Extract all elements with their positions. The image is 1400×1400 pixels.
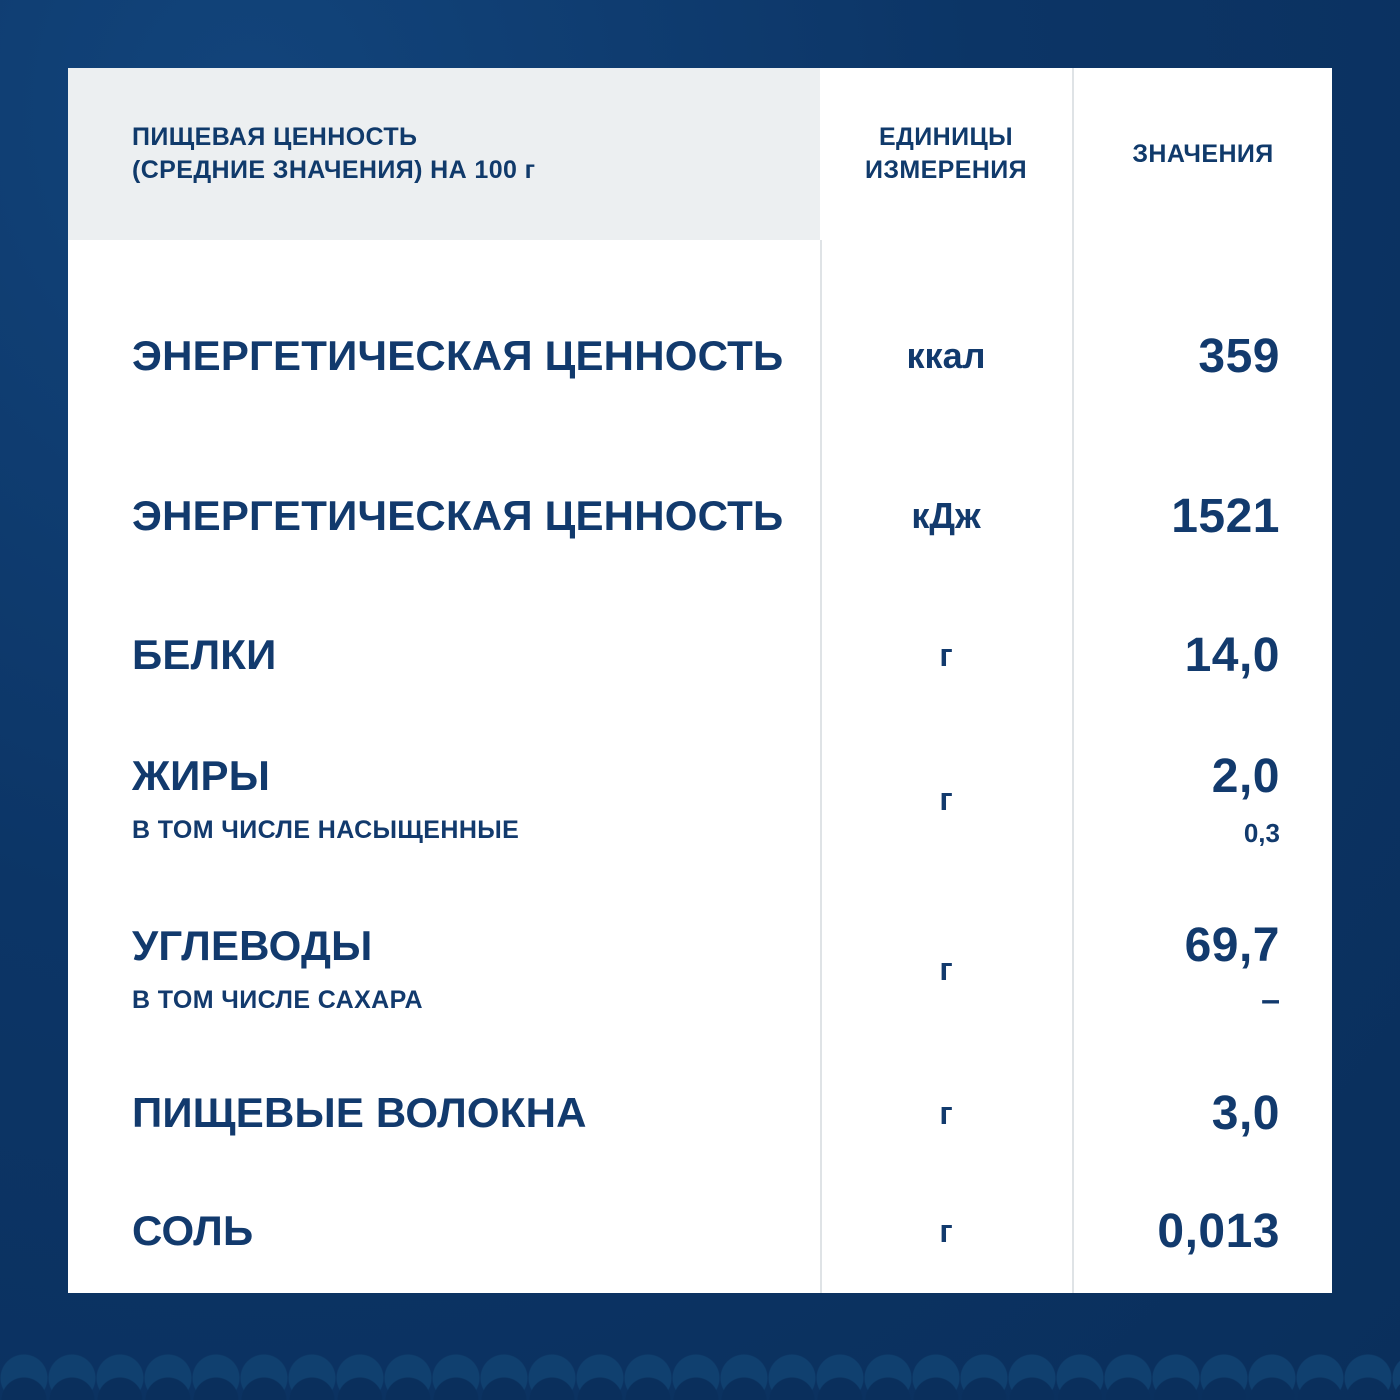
header-nutrition-line1: ПИЩЕВАЯ ЦЕННОСТЬ (132, 123, 418, 151)
table-row (132, 1054, 820, 1172)
nutrient-value: 69,7 (1184, 919, 1280, 972)
header-cell-values (1072, 68, 1332, 240)
table-row (132, 596, 820, 714)
nutrient-name: ЖИРЫ (132, 752, 271, 800)
table-row (132, 436, 820, 596)
unit-value: г (939, 1094, 953, 1131)
nutrient-value: 0,013 (1157, 1204, 1280, 1258)
scalloped-edge-mask (0, 1338, 1400, 1400)
nutrient-name: УГЛЕВОДЫ (132, 922, 373, 970)
unit-value: г (939, 1212, 953, 1249)
nutrient-value: 1521 (1171, 489, 1280, 543)
nutrient-value: 3,0 (1211, 1086, 1280, 1140)
table-cell-value (1072, 1054, 1280, 1172)
table-cell-value (1072, 596, 1280, 714)
table-cell-value (1072, 884, 1280, 1054)
table-row (132, 1172, 820, 1290)
header-units-line1: ЕДИНИЦЫ (878, 123, 1013, 151)
table-row (132, 714, 820, 884)
unit-value: г (939, 780, 953, 817)
nutrient-name: СОЛЬ (132, 1206, 254, 1254)
nutrient-subname: В ТОМ ЧИСЛЕ САХАРА (132, 985, 423, 1014)
unit-value: г (939, 636, 953, 673)
nutrient-subvalue: 0,3 (1243, 818, 1280, 848)
nutrient-subname: В ТОМ ЧИСЛЕ НАСЫЩЕННЫЕ (132, 815, 520, 844)
header-values-text: ЗНАЧЕНИЯ (1132, 139, 1274, 168)
table-row (132, 884, 820, 1054)
header-cell-units (820, 68, 1072, 240)
nutrient-subvalue: – (1261, 981, 1280, 1019)
header-cell-nutrition (68, 68, 820, 240)
header-units-line2: ИЗМЕРЕНИЯ (864, 156, 1028, 184)
table-cell-value (1072, 1172, 1280, 1290)
column-values (1072, 240, 1332, 1293)
unit-value: кДж (911, 495, 981, 536)
table-cell-unit (820, 714, 1072, 884)
header-units-text (865, 121, 1027, 187)
table-cell-unit (820, 1054, 1072, 1172)
column-units (820, 240, 1072, 1293)
table-body (68, 240, 1332, 1293)
table-cell-value (1072, 276, 1280, 436)
table-cell-unit (820, 436, 1072, 596)
table-header-row (68, 68, 1332, 240)
nutrient-name: ЭНЕРГЕТИЧЕСКАЯ ЦЕННОСТЬ (132, 491, 784, 539)
unit-value: г (939, 950, 953, 987)
column-divider-values (1072, 240, 1074, 1293)
nutrient-name: ЭНЕРГЕТИЧЕСКАЯ ЦЕННОСТЬ (132, 331, 784, 379)
nutrient-name: БЕЛКИ (132, 630, 277, 678)
table-cell-unit (820, 596, 1072, 714)
table-cell-unit (820, 276, 1072, 436)
table-cell-unit (820, 884, 1072, 1054)
nutrient-value: 14,0 (1184, 628, 1280, 682)
unit-value: ккал (906, 335, 986, 376)
table-cell-value (1072, 714, 1280, 884)
table-row (132, 276, 820, 436)
table-cell-unit (820, 1172, 1072, 1290)
header-nutrition-text (132, 121, 535, 187)
nutrient-value: 359 (1198, 329, 1280, 383)
column-nutrient-names (68, 240, 820, 1293)
nutrition-table (68, 68, 1332, 1293)
header-nutrition-line2: (СРЕДНИЕ ЗНАЧЕНИЯ) НА 100 г (132, 156, 536, 184)
table-cell-value (1072, 436, 1280, 596)
nutrient-name: ПИЩЕВЫЕ ВОЛОКНА (132, 1088, 587, 1136)
column-divider-units (820, 240, 822, 1293)
nutrient-value: 2,0 (1211, 750, 1280, 803)
